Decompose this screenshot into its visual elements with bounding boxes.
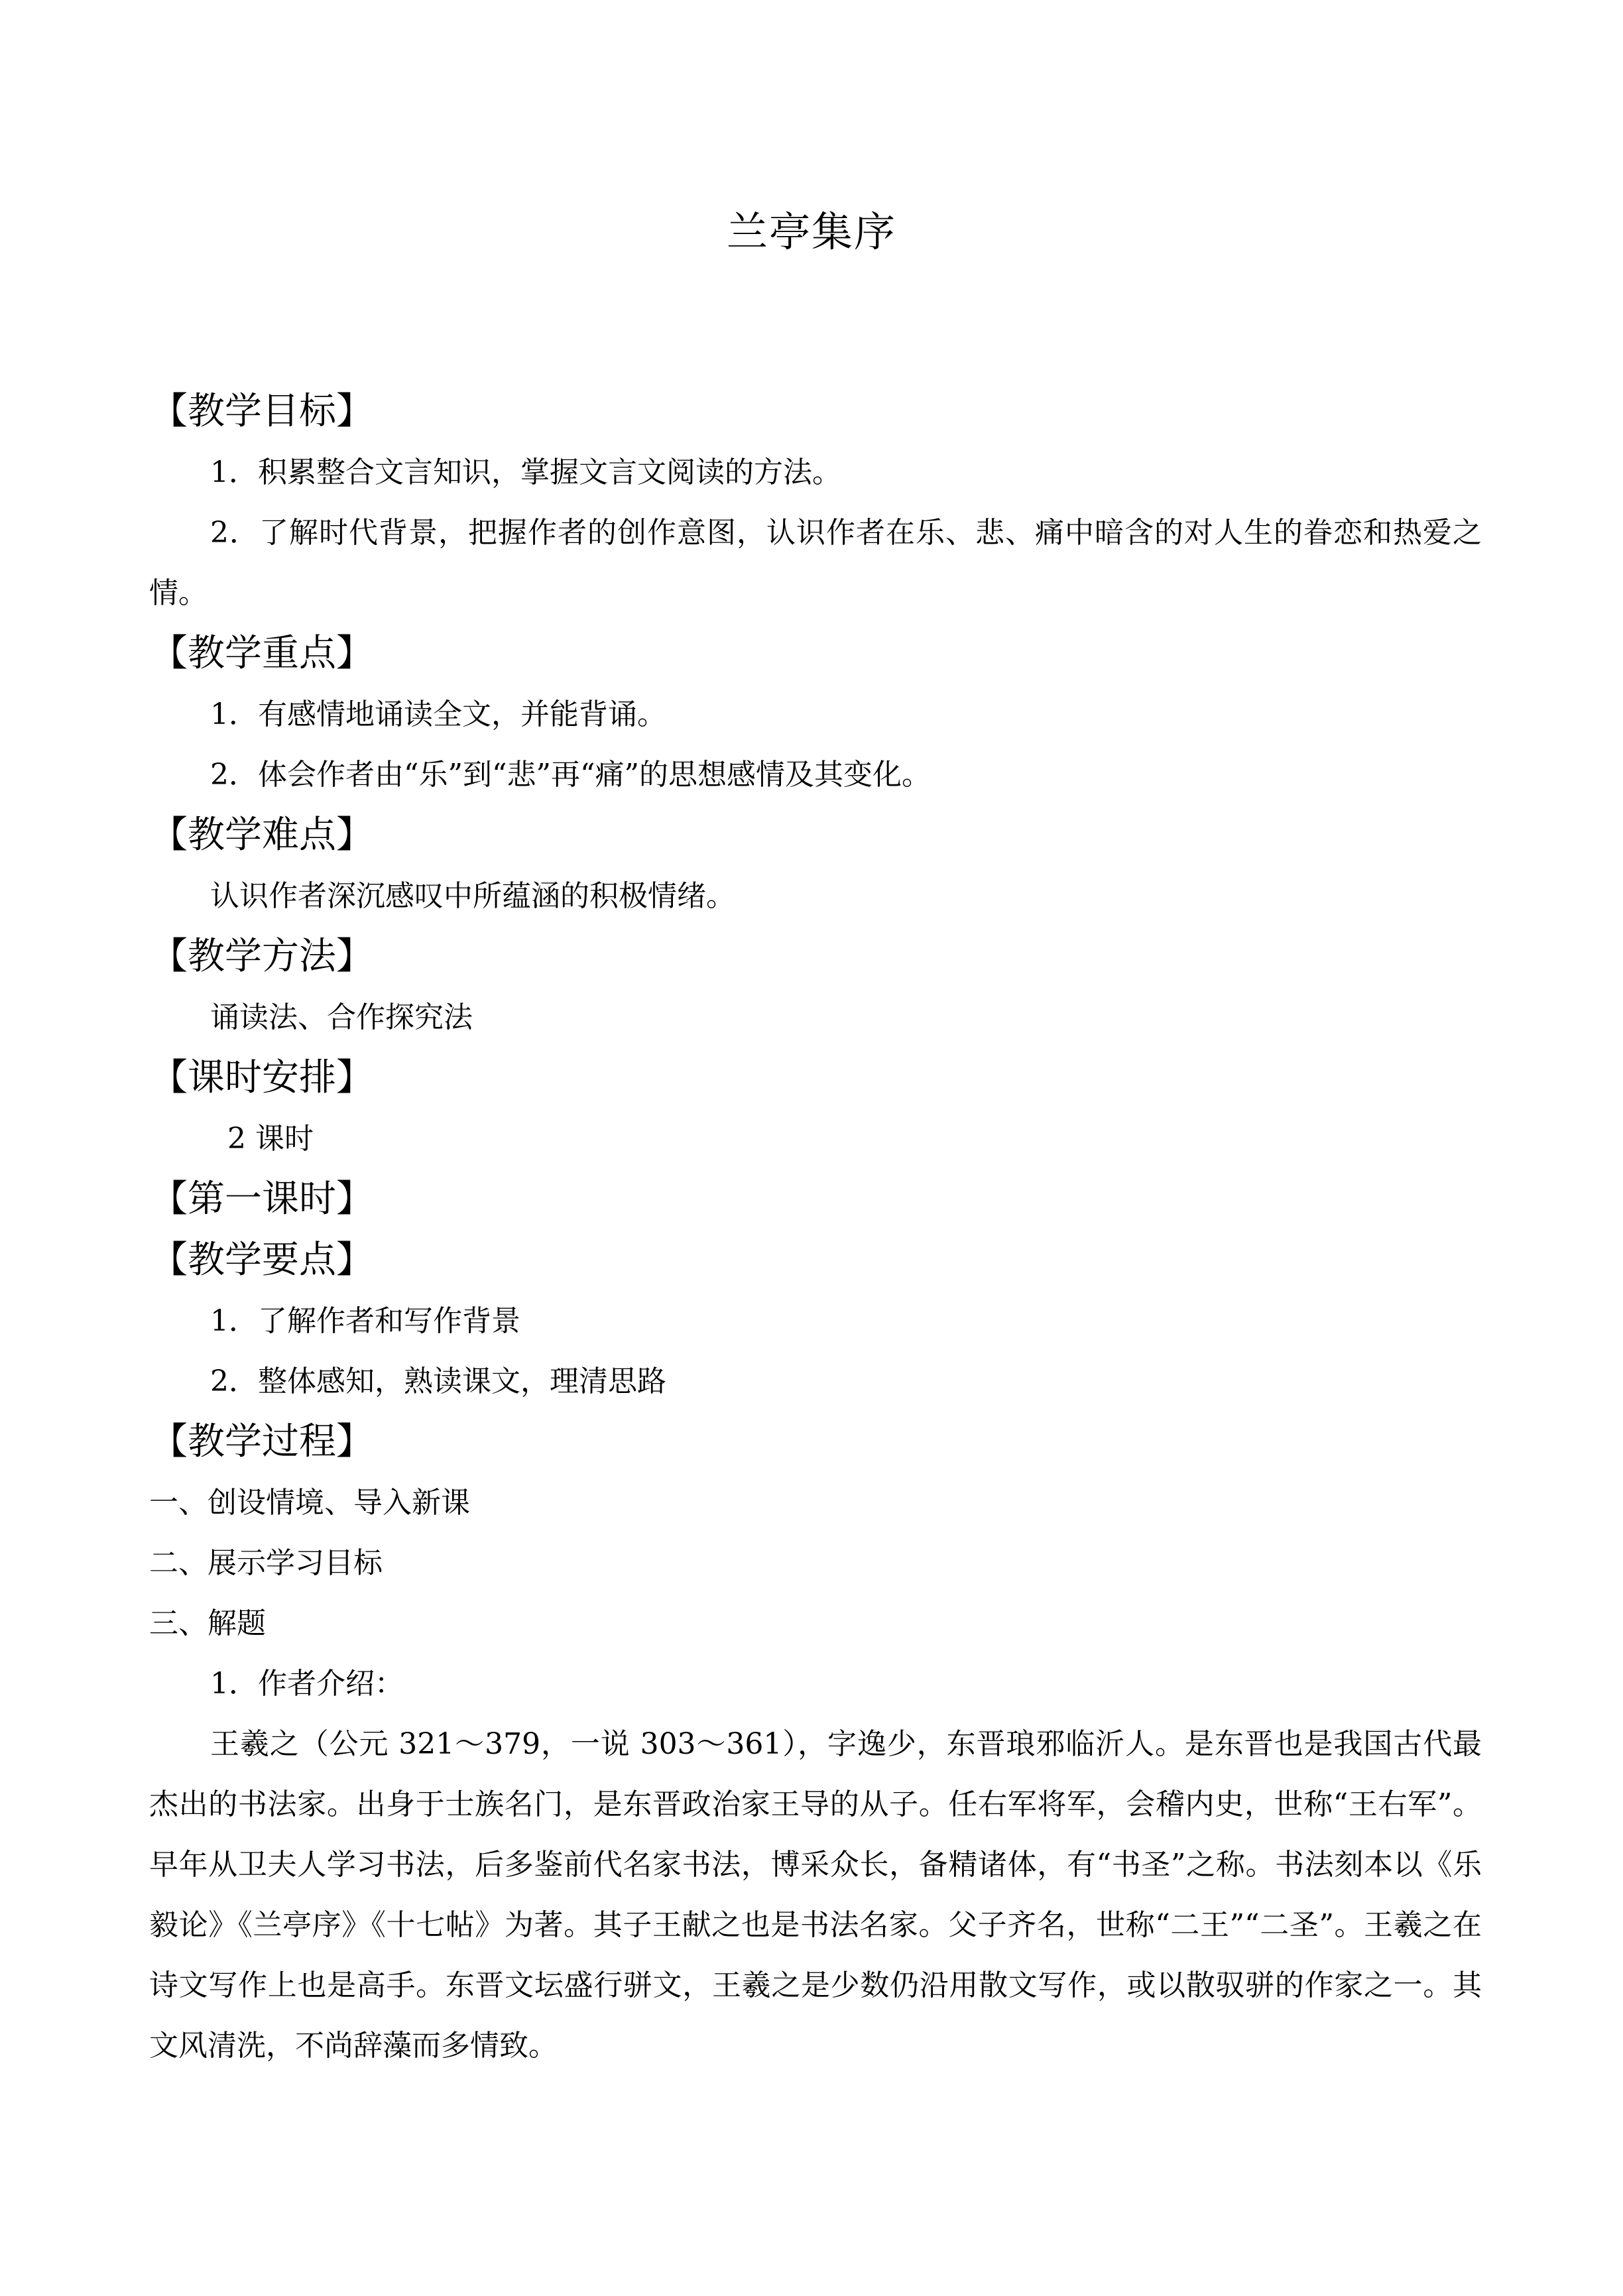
process-step-3: 三、解题 — [149, 1606, 266, 1640]
process-step-1: 一、创设情境、导入新课 — [149, 1486, 470, 1520]
document-title: 兰亭集序 — [726, 208, 896, 256]
document-body — [149, 381, 1482, 2076]
section-heading-key-points: 【教学重点】 — [150, 632, 373, 675]
key-point-item-2: 2．体会作者由“乐”到“悲”再“痛”的思想感情及其变化。 — [210, 758, 931, 792]
process-step-2: 二、展示学习目标 — [149, 1546, 383, 1580]
section-heading-process: 【教学过程】 — [150, 1420, 373, 1463]
section-heading-method: 【教学方法】 — [150, 935, 373, 978]
teaching-point-item-1: 1．了解作者和写作背景 — [210, 1304, 520, 1338]
section-heading-teaching-points: 【教学要点】 — [150, 1239, 373, 1282]
goal-item-1: 1．积累整合文言知识，掌握文言文阅读的方法。 — [210, 455, 841, 489]
section-heading-schedule: 【课时安排】 — [150, 1056, 373, 1099]
teaching-point-item-2: 2．整体感知，熟读课文，理清思路 — [210, 1364, 666, 1398]
section-heading-first-lesson: 【第一课时】 — [150, 1178, 373, 1221]
author-intro-paragraph: 王羲之（公元 321～379，一说 303～361），字逸少，东晋琅邪临沂人。是东晋也是我国古代最杰出的书法家。出身于士族名门，是东晋政治家王导的从子。任右军将军，会稽内史，世称“王右军”。早年从卫夫人学习书法，后多鉴前代名家书法，博采众长，备精诸体，有“书圣”之称。书法刻本以《乐毅论》《兰亭序》《十七帖》为著。其子王献之也是书法名家。父子齐名，世称“二王”“二圣”。王羲之在诗文写作上也是高手。东晋文坛盛行骈文，王羲之是少数仍沿用散文写作，或以散驭骈的作家之一。其文风清洗，不尚辞藻而多情致。 — [149, 1727, 1482, 2063]
goal-item-2: 2．了解时代背景，把握作者的创作意图，认识作者在乐、悲、痛中暗含的对人生的眷恋和热爱之情。 — [149, 516, 1482, 610]
key-point-item-1: 1．有感情地诵读全文，并能背诵。 — [210, 697, 666, 731]
section-heading-difficulty: 【教学难点】 — [150, 814, 373, 857]
schedule-item-1: 2 课时 — [227, 1122, 314, 1156]
section-heading-goals: 【教学目标】 — [150, 390, 373, 433]
difficulty-item-1: 认识作者深沉感叹中所蕴涵的积极情绪。 — [210, 879, 735, 913]
author-intro-label: 1．作者介绍： — [210, 1667, 404, 1701]
method-item-1: 诵读法、合作探究法 — [210, 1000, 473, 1034]
